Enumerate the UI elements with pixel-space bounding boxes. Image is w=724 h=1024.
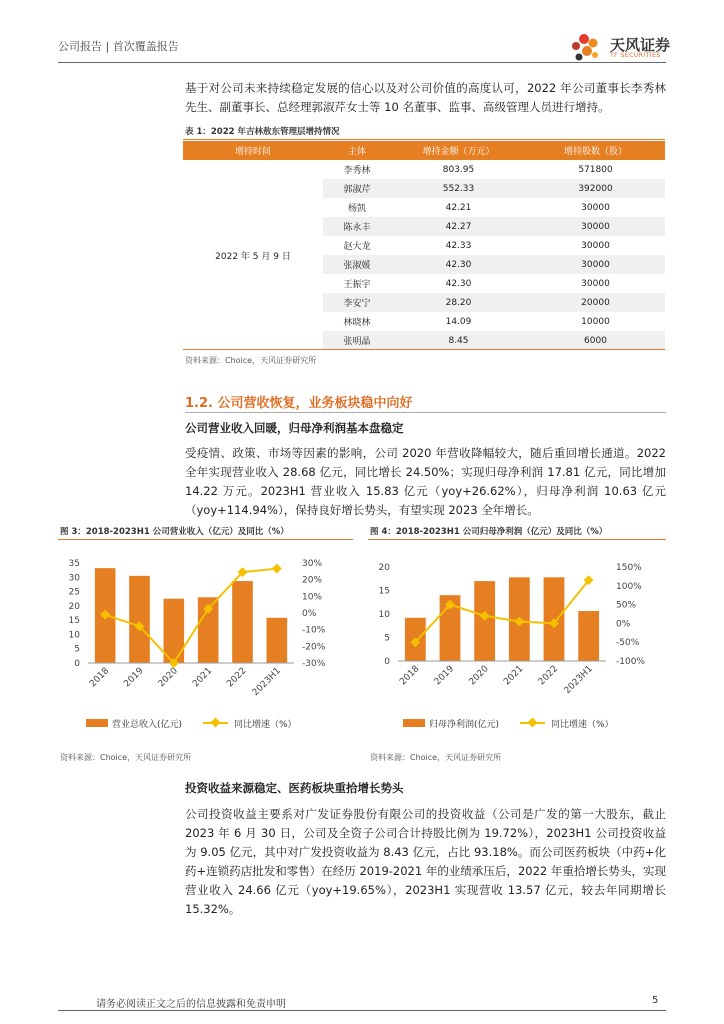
intro-paragraph: 基于对公司未来持续稳定发展的信心以及对公司价值的高度认可，2022 年公司董事长李秀林先生、副董事长、总经理郭淑芹女士等 10 名董事、监事、高级管理人员进行增持。 <box>185 81 666 114</box>
bar-2022 <box>232 581 253 663</box>
left-axis-labels <box>379 563 391 667</box>
revenue-chart <box>58 545 354 745</box>
shares-cell: 20000 <box>526 293 665 312</box>
purchase-date-cell: 2022 年 5 月 9 日 <box>215 251 291 262</box>
left-tick-label: 5 <box>74 644 80 655</box>
legend-line-label: 同比增速（%） <box>234 720 297 730</box>
company-logo <box>568 30 678 64</box>
x-tick-label: 2022 <box>536 664 561 688</box>
subject-cell: 郭淑芹 <box>323 179 391 198</box>
right-tick-label: 20% <box>302 575 323 586</box>
left-tick-label: 15 <box>68 616 80 627</box>
shares-cell: 30000 <box>526 255 665 274</box>
left-tick-label: 5 <box>384 633 390 644</box>
subject-cell: 李安宁 <box>323 293 391 312</box>
line-markers <box>100 564 282 668</box>
revenue-paragraph: 受疫情、政策、市场等因素的影响，公司 2020 年营收降幅较大，随后重回增长通道。2022 全年实现营业收入 28.68 亿元，同比增长 24.50%；实现归母净利润 17.81 亿元，同比增加 14.22 万元。2023H1 营业收入 15.83 亿元（yoy+26.62%），归母净利润 10.63 亿元（yoy+114.94%），保持良好增长势头，有望实现 2023 全年增长。 <box>185 446 666 517</box>
subject-cell: 陈永丰 <box>323 217 391 236</box>
bar-2019 <box>129 576 150 663</box>
legend-line-label: 同比增速（%） <box>551 720 614 730</box>
right-tick-label: -20% <box>302 642 326 653</box>
right-tick-label: 50% <box>616 600 637 611</box>
col-header-amount: 增持金额（万元） <box>391 141 526 160</box>
x-tick-label: 2020 <box>156 666 180 690</box>
bar-2023H1 <box>578 611 599 661</box>
bar-series <box>95 568 287 663</box>
col-header-time: 增持时间 <box>183 141 323 160</box>
left-tick-label: 15 <box>378 586 390 597</box>
right-tick-label: 150% <box>616 563 642 573</box>
shares-cell: 6000 <box>526 331 665 350</box>
subheading-revenue: 公司营业收入回暖，归母净利润基本盘稳定 <box>185 421 404 435</box>
chart4-top-rule <box>368 539 666 540</box>
left-tick-label: 35 <box>68 559 80 569</box>
x-tick-label: 2019 <box>432 664 457 688</box>
chart3-container <box>58 545 354 745</box>
shares-cell: 571800 <box>578 164 613 175</box>
legend-bar-swatch <box>403 719 425 727</box>
logo-subtext: TF SECURITIES <box>610 52 661 59</box>
logo-flower-icon <box>568 30 608 64</box>
shares-cell: 30000 <box>581 278 610 289</box>
shares-cell: 30000 <box>581 240 610 251</box>
subject-cell: 张淑媛 <box>323 255 391 274</box>
x-tick-label: 2023H1 <box>562 664 595 697</box>
right-tick-label: 100% <box>616 581 642 592</box>
subject-cell: 杨凯 <box>347 204 366 214</box>
table-row <box>183 160 665 179</box>
chart4-source: 资料来源：Choice，天风证券研究所 <box>370 753 502 762</box>
right-tick-label: -50% <box>616 638 640 649</box>
right-tick-label: -30% <box>302 659 326 669</box>
right-tick-label: -10% <box>302 625 326 636</box>
subject-cell: 张明晶 <box>323 331 391 350</box>
table1-caption: 表 1：2022 年吉林敖东管理层增持情况 <box>185 127 340 137</box>
chart3-caption: 图 3：2018-2023H1 公司营业收入（亿元）及同比（%） <box>60 527 289 537</box>
subject-cell: 王振宇 <box>343 280 371 290</box>
left-tick-label: 30 <box>68 573 80 584</box>
x-tick-label: 2020 <box>467 664 491 688</box>
right-tick-label: -100% <box>616 657 645 667</box>
legend-bar-label: 营业总收入(亿元) <box>112 720 183 730</box>
left-tick-label: 0 <box>74 659 80 669</box>
amount-cell: 42.33 <box>445 240 472 251</box>
subject-cell: 林晓林 <box>343 318 371 328</box>
shares-cell: 30000 <box>581 202 610 213</box>
table1-top-rule <box>183 139 665 140</box>
left-tick-label: 20 <box>68 601 80 612</box>
right-tick-label: 30% <box>302 559 323 569</box>
left-tick-label: 10 <box>378 610 390 620</box>
shares-cell: 30000 <box>526 217 665 236</box>
right-tick-label: 10% <box>302 592 323 603</box>
net-profit-chart <box>368 545 666 745</box>
right-tick-label: 0% <box>616 619 631 630</box>
page-number: 5 <box>652 995 659 1006</box>
logo-text: 天风证券 <box>610 36 671 54</box>
legend-line-marker <box>211 718 221 728</box>
amount-cell: 42.27 <box>391 217 526 236</box>
table1-source: 资料来源：Choice，天风证券研究所 <box>185 356 317 365</box>
bar-2020 <box>474 581 495 661</box>
bar-2023H1 <box>267 618 288 663</box>
right-tick-label: 0% <box>302 609 317 619</box>
left-tick-label: 0 <box>384 657 390 667</box>
x-tick-label: 2021 <box>191 666 215 690</box>
right-axis-labels <box>616 563 645 667</box>
chart4-caption: 图 4：2018-2023H1 公司归母净利润（亿元）及同比（%） <box>370 527 608 537</box>
subheading-investment: 投资收益来源稳定、医药板块重拾增长势头 <box>185 781 404 795</box>
shares-cell: 10000 <box>581 316 610 327</box>
investment-paragraph: 公司投资收益主要系对广发证券股份有限公司的投资收益（公司是广发的第一大股东，截止 2023 年 6 月 30 日，公司及全资子公司合计持股比例为 19.72%），2023H1 公司投资收益为 9.05 亿元，其中对广发投资收益为 8.43 亿元，占比 93.18%。而公司医药板块（中药+化药+连锁药店批发和零售）在经历 2019-2021 年的业绩承压后，2022 年重拾增长势头，实现营业收入 24.66 亿元（yoy+19.65%），2023H1 实现营收 13.57 亿元，较去年同期增长 15.32%。 <box>185 807 666 916</box>
x-tick-label: 2022 <box>225 666 249 690</box>
amount-cell: 42.21 <box>445 202 472 213</box>
x-tick-label: 2021 <box>502 664 526 688</box>
amount-cell: 8.45 <box>391 331 526 350</box>
chart-legend <box>403 718 614 730</box>
col-header-shares: 增持股数（股） <box>526 141 665 160</box>
line-point-2023H1 <box>272 564 282 574</box>
legend-bar-swatch <box>86 719 108 727</box>
chart4-container <box>368 545 666 745</box>
left-tick-label: 10 <box>68 630 80 641</box>
chart3-top-rule <box>58 539 353 540</box>
amount-cell: 42.30 <box>445 278 472 289</box>
amount-cell: 28.20 <box>391 293 526 312</box>
insider-purchase-table <box>183 141 665 350</box>
legend-bar-label: 归母净利润(亿元) <box>429 720 500 730</box>
right-axis-labels <box>302 559 326 669</box>
amount-cell: 552.33 <box>391 179 526 198</box>
chart-legend <box>86 718 297 730</box>
subject-cell: 赵大龙 <box>343 242 371 252</box>
left-tick-label: 25 <box>68 587 80 598</box>
section-divider <box>185 412 666 413</box>
x-tick-label: 2018 <box>398 664 422 688</box>
report-type-header: 公司报告 | 首次覆盖报告 <box>58 40 179 53</box>
legend-line-marker <box>528 718 538 728</box>
amount-cell: 42.30 <box>391 255 526 274</box>
subject-cell: 李秀林 <box>343 166 371 176</box>
amount-cell: 803.95 <box>442 164 475 175</box>
x-axis-labels <box>88 666 283 698</box>
x-axis-labels <box>398 664 595 696</box>
x-tick-label: 2023H1 <box>250 666 283 699</box>
left-axis-labels <box>69 559 81 669</box>
footer-disclaimer: 请务必阅读正文之后的信息披露和免责申明 <box>96 999 286 1010</box>
footer-divider <box>58 1010 666 1011</box>
table-header-row <box>183 141 665 160</box>
left-tick-label: 20 <box>378 563 390 573</box>
x-tick-label: 2019 <box>122 666 146 690</box>
x-tick-label: 2018 <box>88 666 112 690</box>
amount-cell: 14.09 <box>445 316 472 327</box>
table1-bottom-rule <box>183 349 665 350</box>
chart3-source: 资料来源：Choice，天风证券研究所 <box>60 753 192 762</box>
section-title: 1.2. 公司营收恢复，业务板块稳中向好 <box>185 396 413 411</box>
shares-cell: 392000 <box>526 179 665 198</box>
col-header-subject: 主体 <box>323 141 391 160</box>
line-markers <box>410 575 593 647</box>
